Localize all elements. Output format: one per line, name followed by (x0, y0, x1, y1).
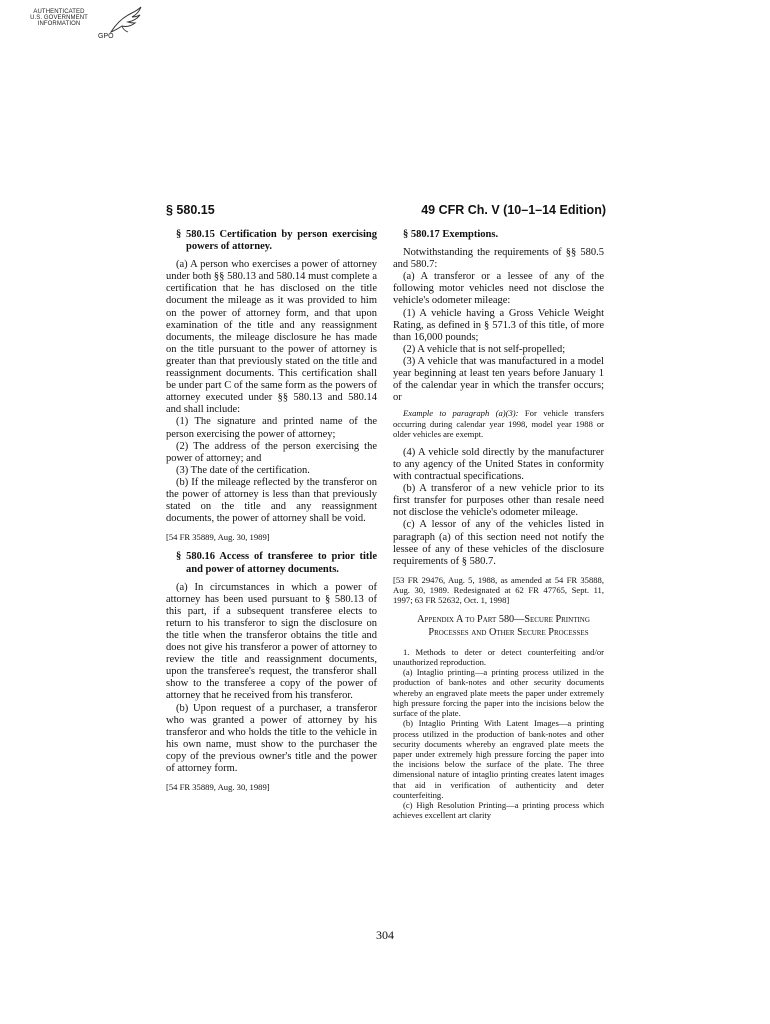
example-text: For vehicle transfers occurring during calendar year 1998, model year 1988 or older vehicles are exempt. (393, 408, 604, 439)
paragraph: (4) A vehicle sold directly by the manufacturer to any agency of the United States in conformity with contractual specifications. (393, 446, 604, 483)
eagle-icon (108, 6, 142, 36)
paragraph: (2) A vehicle that is not self-propelled; (403, 343, 566, 355)
paragraph: (b) If the mileage reflected by the transferor on the power of attorney is less than that previously stated on the title and any reassignment documents, the power of attorney shall be void. (166, 476, 377, 525)
paragraph: (2) The address of the person exercising the power of attorney; and (166, 440, 377, 464)
logo-line-3: INFORMATION (37, 21, 81, 28)
paragraph: (a) In circumstances in which a power of attorney has been used pursuant to § 580.13 of this part, if a subsequent transferee elects to return to his transferor to sign the disclosure on the title when the transferor obtains the title and does not give his transferor a power of attorney to review the title and reassignment documents, upon the transferee's request, the transferor shall show to the transferee a copy of the power of attorney that he received from his transferor. (166, 581, 377, 702)
gpo-authentication-logo (30, 6, 146, 48)
citation: [53 FR 29476, Aug. 5, 1988, as amended at 54 FR 35888, Aug. 30, 1989. Redesignated at 62 FR 47765, Sept. 11, 1997; 63 FR 52632, Oct. 1, 1998] (393, 574, 604, 606)
example-note (393, 408, 604, 439)
paragraph: (a) Intaglio printing—a printing process utilized in the production of bank-notes and other security documents whereby an engraved plate meets the paper under extremely high pressure forcing the paper into the incisions below the surface of the plate. (393, 667, 604, 719)
paragraph: Notwithstanding the requirements of §§ 580.5 and 580.7: (393, 247, 604, 271)
right-column (393, 229, 604, 820)
paragraph: (a) A transferor or a lessee of any of the following motor vehicles need not disclose the vehicle's odometer mileage: (393, 271, 604, 307)
example-label: Example to paragraph (a)(3): (403, 408, 519, 419)
citation: [54 FR 35889, Aug. 30, 1989] (166, 782, 270, 793)
citation: [54 FR 35889, Aug. 30, 1989] (166, 532, 270, 543)
paragraph: (c) A lessor of any of the vehicles listed in paragraph (a) of this section need not notify the lessee of any of these vehicles of the disclosure requirements of § 580.7. (393, 519, 604, 567)
paragraph: 1. Methods to deter or detect counterfeiting and/or unauthorized reproduction. (393, 646, 604, 668)
paragraph: (3) The date of the certification. (176, 464, 310, 476)
left-column (166, 229, 377, 801)
header-section: § 580.15 (166, 203, 215, 217)
section-580-17-heading: § 580.17 Exemptions. (403, 229, 499, 240)
header-title: 49 CFR Ch. V (10–1–14 Edition) (421, 203, 606, 217)
paragraph: (1) The signature and printed name of the person exercising the power of attorney; (166, 416, 377, 440)
paragraph: (3) A vehicle that was manufactured in a model year beginning at least ten years before January 1 of the calendar year in which the transfer occurs; or (393, 355, 604, 404)
paragraph: (b) Upon request of a purchaser, a transferor who was granted a power of attorney by his transferor and who holds the title to the vehicle in his own name, must show to the purchaser the copy of the previous owner's title and the power of attorney form. (166, 702, 377, 775)
paragraph: (c) High Resolution Printing—a printing process which achieves excellent art clarity (393, 799, 604, 821)
logo-gpo: GPO (98, 33, 114, 40)
running-header (166, 203, 606, 219)
page-number: 304 (376, 928, 394, 942)
paragraph: (1) A vehicle having a Gross Vehicle Weight Rating, as defined in § 571.3 of this title, of more than 16,000 pounds; (393, 307, 604, 343)
section-580-16-heading: § 580.16 Access of transferee to prior title and power of attorney documents. (176, 551, 377, 575)
logo-line-1: AUTHENTICATED (33, 9, 85, 15)
logo-text (30, 9, 88, 28)
appendix-a-heading: Appendix A to Part 580—Secure Printing Processes and Other Secure Processes (417, 614, 590, 638)
logo-line-2: U.S. GOVERNMENT (30, 15, 88, 22)
paragraph: (b) A transferor of a new vehicle prior to its first transfer for purposes other than resale need not disclose the vehicle's odometer mileage. (393, 483, 604, 519)
paragraph: (b) Intaglio Printing With Latent Images—a printing process utilized in the production of bank-notes and other security documents whereby an engraved plate meets the paper under extremely high pressure forcing the paper into the incisions below the surface of the plate. The three dimensional nature of intaglio printing creates latent images that aid in verification of authenticity and deter counterfeiting. (393, 718, 604, 800)
paragraph: (a) A person who exercises a power of attorney under both §§ 580.13 and 580.14 must complete a certification that he has disclosed on the title document the mileage as it was provided to him on the power of attorney form, and that upon examination of the title and any reassignment documents, the mileage disclosure he has made on the title pursuant to the power of attorney is greater than that previously stated on the title and reassignment documents. This certification shall be under part C of the same form as the powers of attorney executed under §§ 580.13 and 580.14 and shall include: (166, 259, 377, 416)
section-580-15-heading: § 580.15 Certification by person exercising powers of attorney. (176, 229, 377, 253)
